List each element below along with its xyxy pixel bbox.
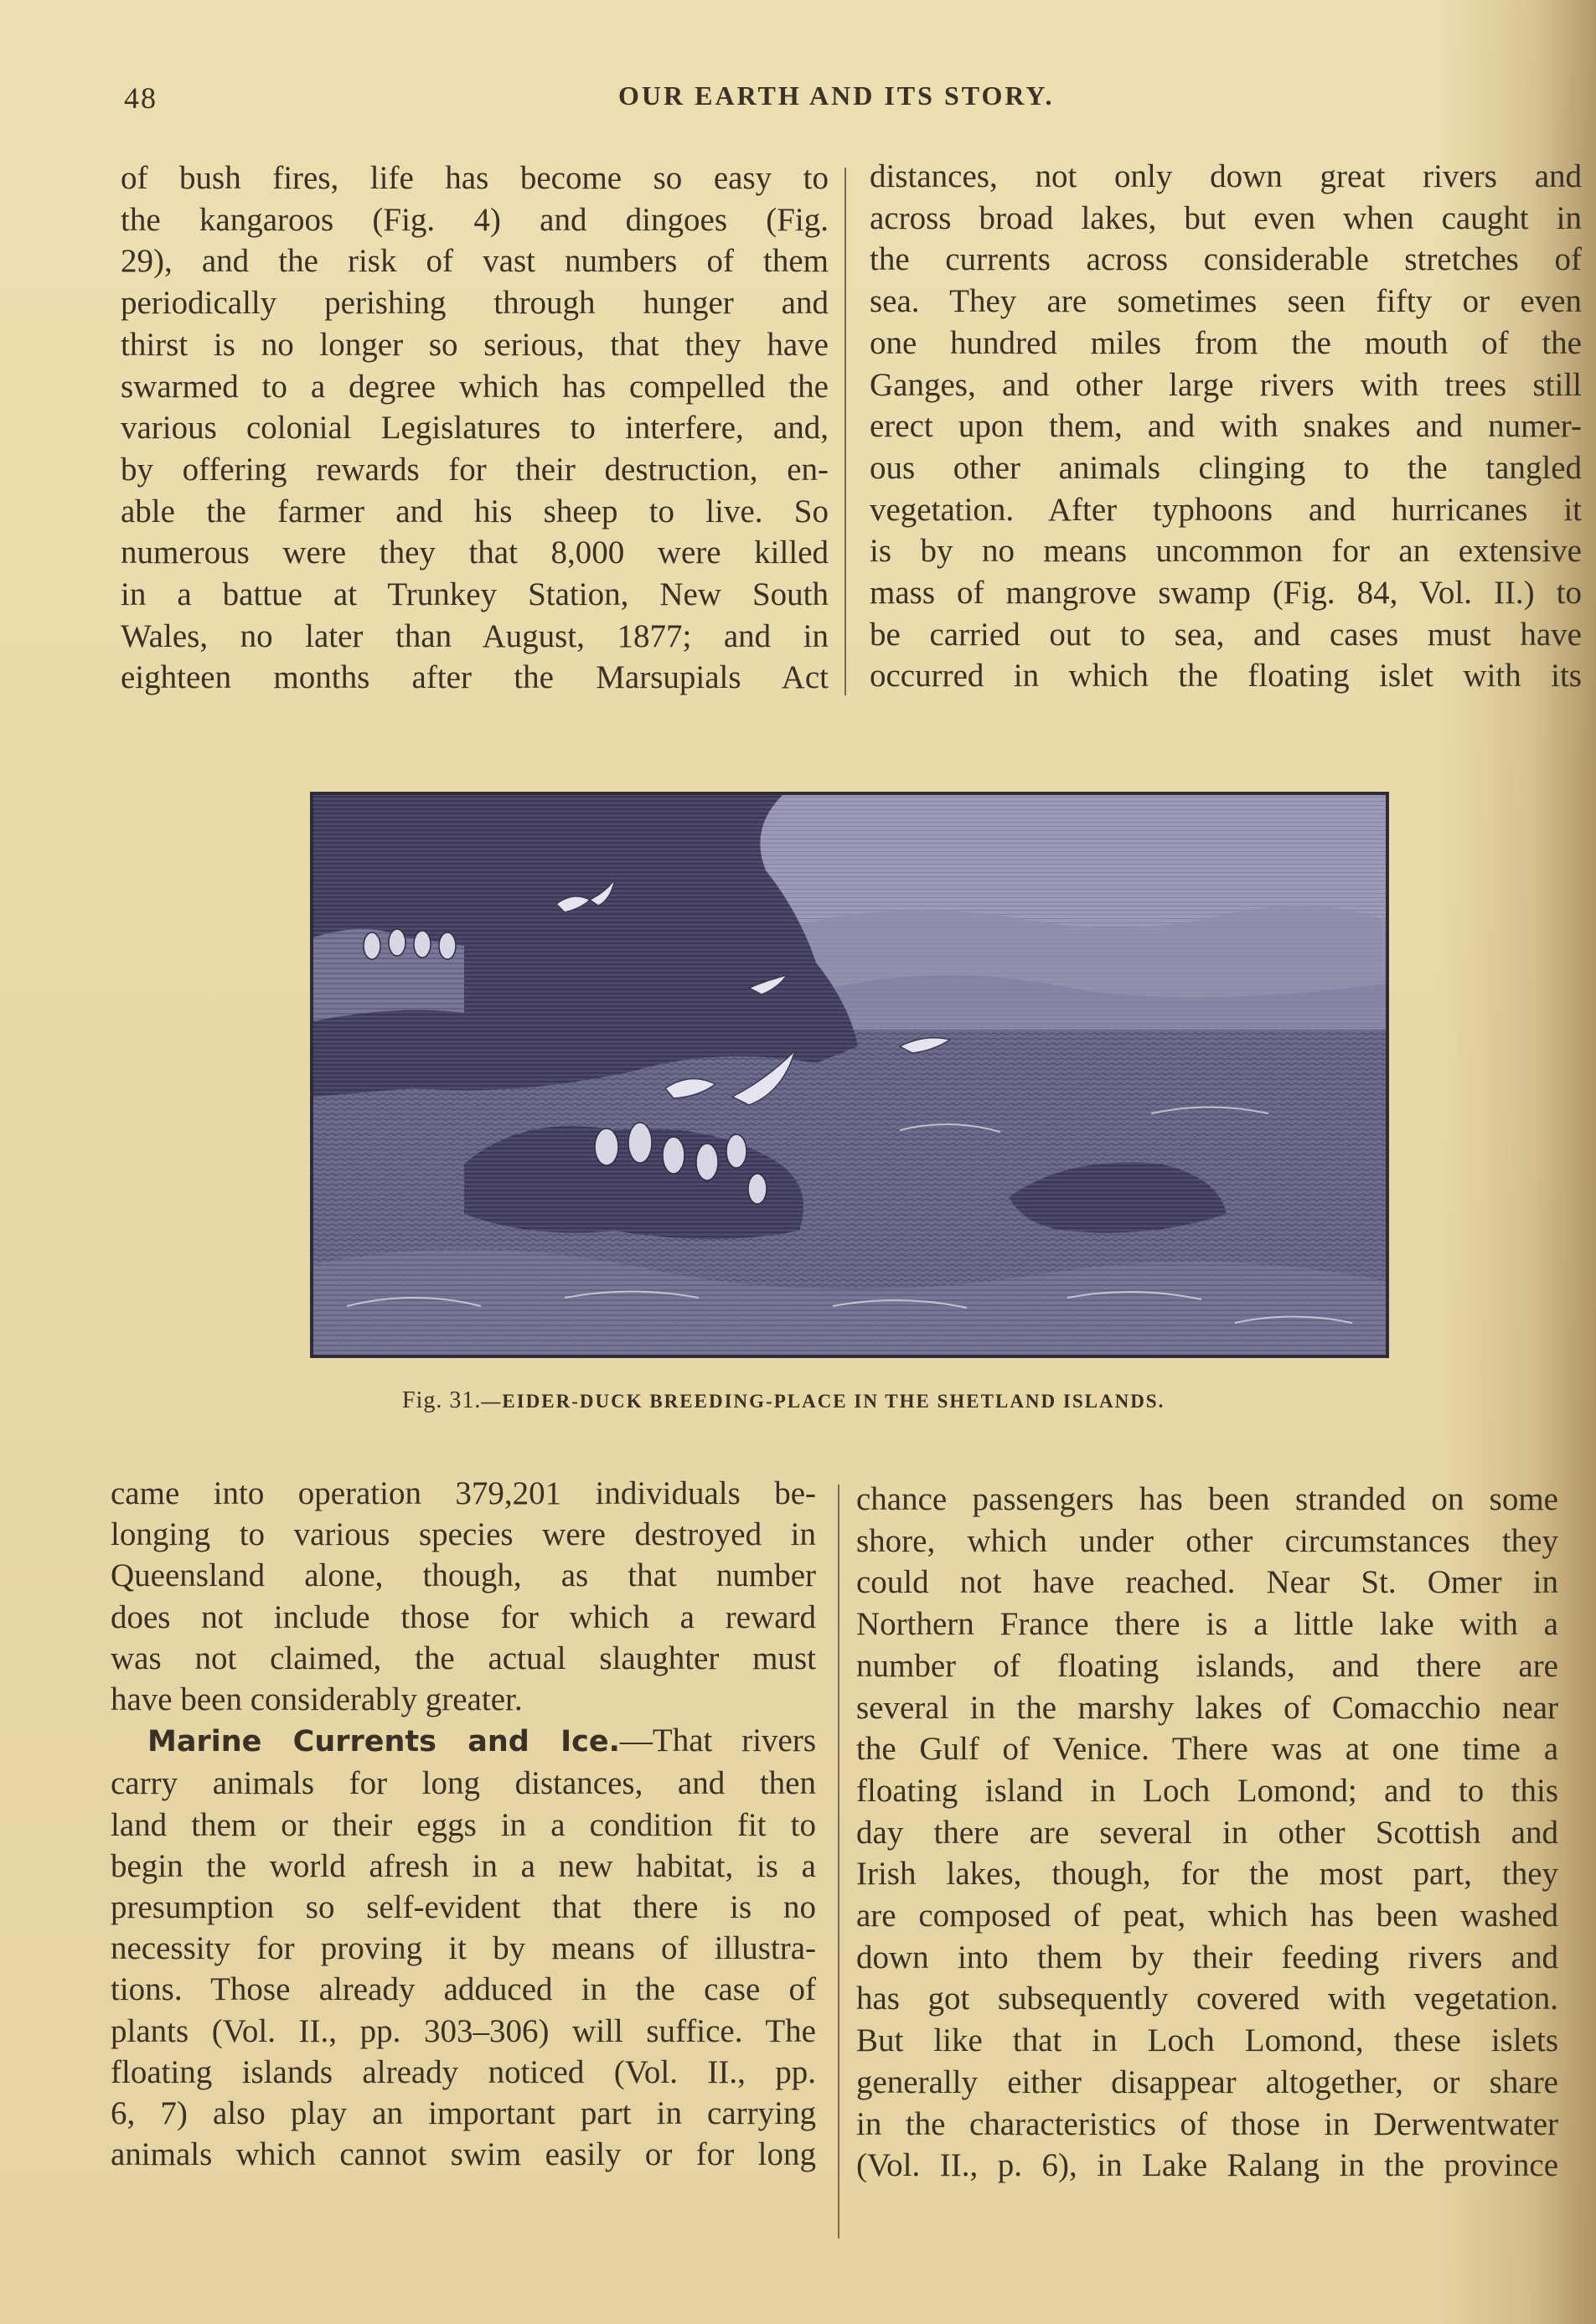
- text-line: various colonial Legislatures to interfere, and,: [121, 410, 829, 447]
- column-rule: [838, 1485, 839, 2239]
- text-line: has got subsequently covered with vegetation.: [856, 1981, 1558, 2017]
- text-line: number of floating islands, and there are: [856, 1647, 1558, 1684]
- text-line: sea. They are sometimes seen fifty or even: [870, 283, 1582, 320]
- text-line: ous other animals clinging to the tangled: [870, 449, 1582, 486]
- running-head: [124, 80, 1548, 122]
- text-line: But like that in Loch Lomond, these islets: [856, 2022, 1558, 2059]
- figure-title: —EIDER-DUCK BREEDING-PLACE IN THE SHETLAND ISLANDS.: [481, 1391, 1165, 1412]
- text-line: are composed of peat, which has been washed: [856, 1898, 1558, 1934]
- text-line: necessity for proving it by means of illustra-: [111, 1930, 816, 1967]
- text-line: periodically perishing through hunger and: [121, 285, 829, 322]
- page-number: 48: [124, 81, 158, 115]
- text-line: in the characteristics of those in Derwentwater: [856, 2105, 1558, 2142]
- running-title: OUR EARTH AND ITS STORY.: [618, 80, 1055, 111]
- text-line: begin the world afresh in a new habitat, is a: [111, 1847, 816, 1884]
- text-line: carry animals for long distances, and then: [111, 1765, 816, 1802]
- text-line: is by no means uncommon for an extensive: [870, 533, 1582, 570]
- text-line: 29), and the risk of vast numbers of them: [121, 243, 829, 280]
- text-line: eighteen months after the Marsupials Act: [121, 659, 829, 696]
- text-line: be carried out to sea, and cases must have: [870, 616, 1582, 653]
- text-line: Wales, no later than August, 1877; and in: [121, 617, 829, 654]
- text-line: mass of mangrove swamp (Fig. 84, Vol. II.) to: [870, 575, 1582, 612]
- text-line: chance passengers has been stranded on some: [856, 1481, 1558, 1517]
- text-line: by offering rewards for their destruction, en-: [121, 451, 829, 488]
- text-line: presumption so self-evident that there is no: [111, 1889, 816, 1926]
- text-line: 6, 7) also play an important part in carrying: [111, 2095, 816, 2132]
- text-line: vegetation. After typhoons and hurricanes it: [870, 491, 1582, 528]
- text-line: one hundred miles from the mouth of the: [870, 324, 1582, 361]
- section-heading-continuation: —That rivers: [619, 1722, 817, 1759]
- text-line: numerous were they that 8,000 were killed: [121, 535, 829, 571]
- text-line: erect upon them, and with snakes and numer-: [870, 408, 1582, 445]
- text-line: in a battue at Trunkey Station, New South: [121, 576, 829, 613]
- figure-caption: [402, 1387, 1340, 1414]
- bottom-left-column: [111, 1473, 816, 2175]
- top-right-column: [870, 156, 1582, 697]
- text-line: several in the marshy lakes of Comacchio near: [856, 1689, 1558, 1726]
- text-line: thirst is no longer so serious, that they have: [121, 326, 829, 363]
- text-line: occurred in which the floating islet with its: [870, 658, 1582, 695]
- bottom-right-column: [856, 1479, 1558, 2187]
- text-line: plants (Vol. II., pp. 303–306) will suffice. The: [111, 2012, 816, 2049]
- text-line: does not include those for which a reward: [111, 1598, 816, 1635]
- engraving-image: [313, 795, 1386, 1355]
- text-line: (Vol. II., p. 6), in Lake Ralang in the province: [856, 2147, 1558, 2184]
- text-line: distances, not only down great rivers and: [870, 158, 1582, 194]
- text-line: have been considerably greater.: [111, 1681, 523, 1718]
- text-line: Northern France there is a little lake with a: [856, 1606, 1558, 1643]
- text-line: floating islands already noticed (Vol. II., pp.: [111, 2053, 816, 2090]
- text-line: of bush fires, life has become so easy to: [121, 160, 829, 196]
- text-line: the Gulf of Venice. There was at one time a: [856, 1731, 1558, 1768]
- text-line: tions. Those already adduced in the case of: [111, 1971, 816, 2008]
- text-line: came into operation 379,201 individuals be-: [111, 1475, 816, 1511]
- text-line: generally either disappear altogether, or share: [856, 2063, 1558, 2100]
- text-line: swarmed to a degree which has compelled the: [121, 368, 829, 405]
- text-line: animals which cannot swim easily or for long: [111, 2136, 816, 2173]
- text-line: Irish lakes, though, for the most part, they: [856, 1856, 1558, 1893]
- section-heading: Marine Currents and Ice.: [147, 1725, 620, 1759]
- text-line: shore, which under other circumstances they: [856, 1522, 1558, 1559]
- text-line: Ganges, and other large rivers with trees still: [870, 366, 1582, 403]
- text-line: across broad lakes, but even when caught in: [870, 199, 1582, 236]
- text-line: able the farmer and his sheep to live. So: [121, 493, 829, 529]
- text-line: the currents across considerable stretches of: [870, 241, 1582, 278]
- engraving-illustration: [310, 792, 1389, 1358]
- text-line: was not claimed, the actual slaughter must: [111, 1640, 816, 1676]
- text-line: longing to various species were destroyed in: [111, 1516, 816, 1553]
- section-heading-line: [111, 1720, 816, 1763]
- text-line: floating island in Loch Lomond; and to this: [856, 1772, 1558, 1809]
- text-line: down into them by their feeding rivers and: [856, 1939, 1558, 1975]
- text-line: Queensland alone, though, as that number: [111, 1557, 816, 1594]
- text-line: land them or their eggs in a condition fit to: [111, 1806, 816, 1843]
- column-rule: [844, 168, 846, 695]
- figure-number: Fig. 31.: [402, 1387, 482, 1413]
- text-line: the kangaroos (Fig. 4) and dingoes (Fig.: [121, 201, 829, 238]
- top-left-column: [121, 158, 829, 699]
- text-line: day there are several in other Scottish and: [856, 1814, 1558, 1851]
- text-line: could not have reached. Near St. Omer in: [856, 1564, 1558, 1601]
